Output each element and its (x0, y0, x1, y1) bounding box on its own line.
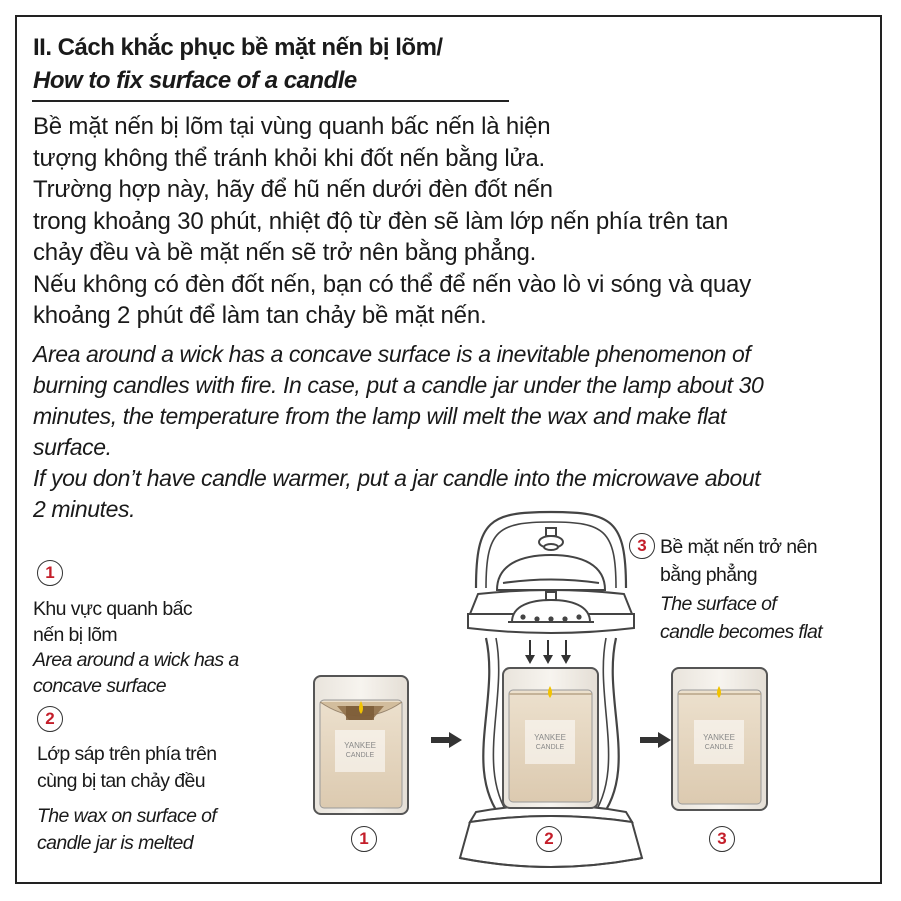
instruction-line: Trường hợp này, hãy để hũ nến dưới đèn đốt nến (33, 176, 553, 203)
step-3-caption-en-line1: The surface of (660, 593, 777, 615)
step-3-caption-en-line2: candle becomes flat (660, 621, 823, 643)
step-1-badge: 1 (37, 560, 63, 586)
section-title-vietnamese: II. Cách khắc phục bề mặt nến bị lõm/ (33, 34, 443, 61)
brand-line2: CANDLE (535, 744, 565, 751)
step-1-caption-en-line2: concave surface (33, 675, 166, 697)
step-3-caption-vi-line2: bằng phẳng (660, 564, 758, 586)
brand-line1: YANKEE (703, 733, 735, 742)
instruction-line: trong khoảng 30 phút, nhiệt độ từ đèn sẽ làm lớp nến phía trên tan (33, 207, 729, 235)
instruction-line: khoảng 2 phút để làm tan chảy bề mặt nến. (33, 302, 487, 329)
instruction-line: 2 minutes. (33, 496, 136, 522)
instruction-line: surface. (33, 434, 112, 460)
step-2-caption-en-line2: candle jar is melted (37, 832, 193, 854)
candle-jar-3 (672, 668, 767, 810)
arrow-right-icon (640, 732, 671, 748)
step-2-caption-en-line1: The wax on surface of (37, 805, 217, 827)
candle-jar-2 (503, 668, 598, 808)
instruction-line: chảy đều và bề mặt nến sẽ trở nên bằng phẳng. (33, 239, 537, 266)
brand-line1: YANKEE (344, 741, 376, 750)
step-1-caption-vi-line1: Khu vực quanh bấc (33, 598, 192, 620)
instruction-line: Bề mặt nến bị lõm tại vùng quanh bấc nến là hiện (33, 113, 551, 140)
instruction-line: Nếu không có đèn đốt nến, bạn có thể để nến vào lò vi sóng và quay (33, 270, 752, 298)
step-3-caption-vi-line1: Bề mặt nến trở nên (660, 536, 817, 558)
brand-line1: YANKEE (534, 733, 566, 742)
jar-2-number-badge: 2 (536, 826, 562, 852)
brand-line2: CANDLE (345, 752, 375, 759)
jar-1-number-badge: 1 (351, 826, 377, 852)
jar-3-number-badge: 3 (709, 826, 735, 852)
instruction-line: burning candles with fire. In case, put a candle jar under the lamp about 30 (33, 372, 764, 398)
candle-jar-1 (314, 676, 408, 814)
step-2-badge: 2 (37, 706, 63, 732)
section-title-english: How to fix surface of a candle (33, 67, 357, 94)
step-2-caption-vi-line2: cùng bị tan chảy đều (37, 770, 205, 792)
step-2-caption-vi-line1: Lớp sáp trên phía trên (37, 743, 217, 765)
step-1-caption-vi-line2: nến bị lõm (33, 624, 117, 646)
instruction-line: Area around a wick has a concave surface is a inevitable phenomenon of (33, 341, 751, 367)
instruction-line: tượng không thể tránh khỏi khi đốt nến bằng lửa. (33, 144, 545, 172)
brand-line2: CANDLE (704, 744, 734, 751)
instruction-line: minutes, the temperature from the lamp will melt the wax and make flat (33, 403, 726, 429)
arrow-right-icon (431, 732, 462, 748)
step-3-badge: 3 (629, 533, 655, 559)
step-1-caption-en-line1: Area around a wick has a (33, 649, 239, 671)
instruction-line: If you don’t have candle warmer, put a jar candle into the microwave about (33, 465, 761, 491)
